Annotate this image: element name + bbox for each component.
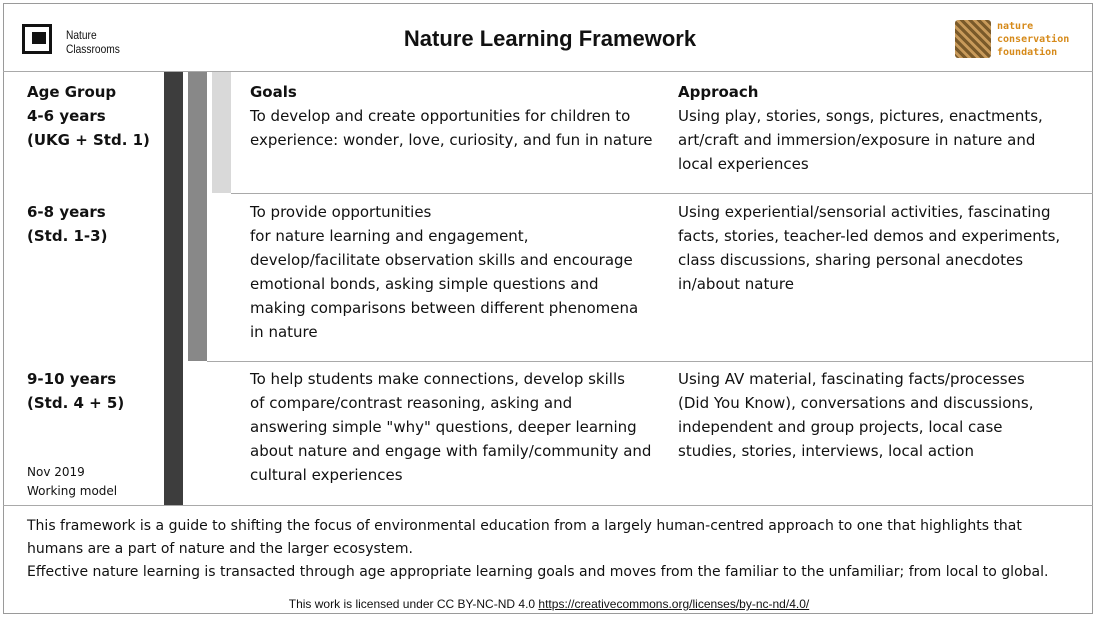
footer-description: This framework is a guide to shifting the focus of environmental education from a largely human-centred approach to one that highlights that humans are a part of nature and the larger ecosystem. Effective nature learning is transacted through age appropriate learning goals and moves from the familiar to the unfamiliar; from local to global. xyxy=(27,518,1049,580)
version-note: Nov 2019 Working model xyxy=(27,465,118,498)
approach-header: Approach xyxy=(678,83,759,101)
row-divider-1 xyxy=(231,193,1093,194)
logo-word-2: Classrooms xyxy=(66,42,120,56)
ncf-emblem-icon xyxy=(955,20,991,58)
approach-cell-3: Using AV material, fascinating facts/processes (Did You Know), conversations and discussions, independent and group projects, local case studies, stories, interviews, local action xyxy=(678,370,1034,460)
nature-classrooms-logo xyxy=(20,20,140,60)
goals-header: Goals xyxy=(250,83,297,101)
approach-cell-1: Using play, stories, songs, pictures, enactments, art/craft and immersion/exposure in nature and local experiences xyxy=(678,107,1043,173)
age-bar-mid xyxy=(188,72,207,361)
ncf-word-1: nature xyxy=(997,21,1034,32)
age-bar-dark xyxy=(164,72,183,505)
page-title: Nature Learning Framework xyxy=(403,26,697,51)
license-text: This work is licensed under CC BY-NC-ND 4.0 xyxy=(288,597,536,611)
age-group-3: 9-10 years (Std. 4 + 5) xyxy=(27,370,125,412)
approach-cell-2: Using experiential/sensorial activities, fascinating facts, stories, teacher-led demos and experiments, class discussions, sharing personal anecdotes in/about nature xyxy=(678,203,1061,293)
logo-bird-icon xyxy=(32,32,46,44)
ncf-word-2: conservation xyxy=(997,34,1070,45)
logo-word-1: Nature xyxy=(66,28,97,42)
ncf-logo xyxy=(955,18,1075,62)
goals-cell-3: To help students make connections, develop skills of compare/contrast reasoning, asking and answering simple "why" questions, deeper learning about nature and engage with family/community and cultural experiences xyxy=(250,370,652,484)
age-group-2: 6-8 years (Std. 1-3) xyxy=(27,203,108,245)
age-bar-light xyxy=(212,72,231,193)
license-line xyxy=(0,597,1098,611)
goals-cell-2: To provide opportunities for nature learning and engagement, develop/facilitate observation skills and encourage emotional bonds, asking simple questions and making comparisons between different phenomena in nature xyxy=(250,203,639,341)
age-group-1: Age Group 4-6 years (UKG + Std. 1) xyxy=(27,83,150,149)
goals-cell-1: To develop and create opportunities for children to experience: wonder, love, curiosity, and fun in nature xyxy=(250,107,653,149)
license-link[interactable]: https://creativecommons.org/licenses/by-nc-nd/4.0/ xyxy=(538,597,810,611)
table-bottom-divider xyxy=(3,505,1093,506)
ncf-word-3: foundation xyxy=(997,47,1058,58)
row-divider-2 xyxy=(207,361,1093,362)
